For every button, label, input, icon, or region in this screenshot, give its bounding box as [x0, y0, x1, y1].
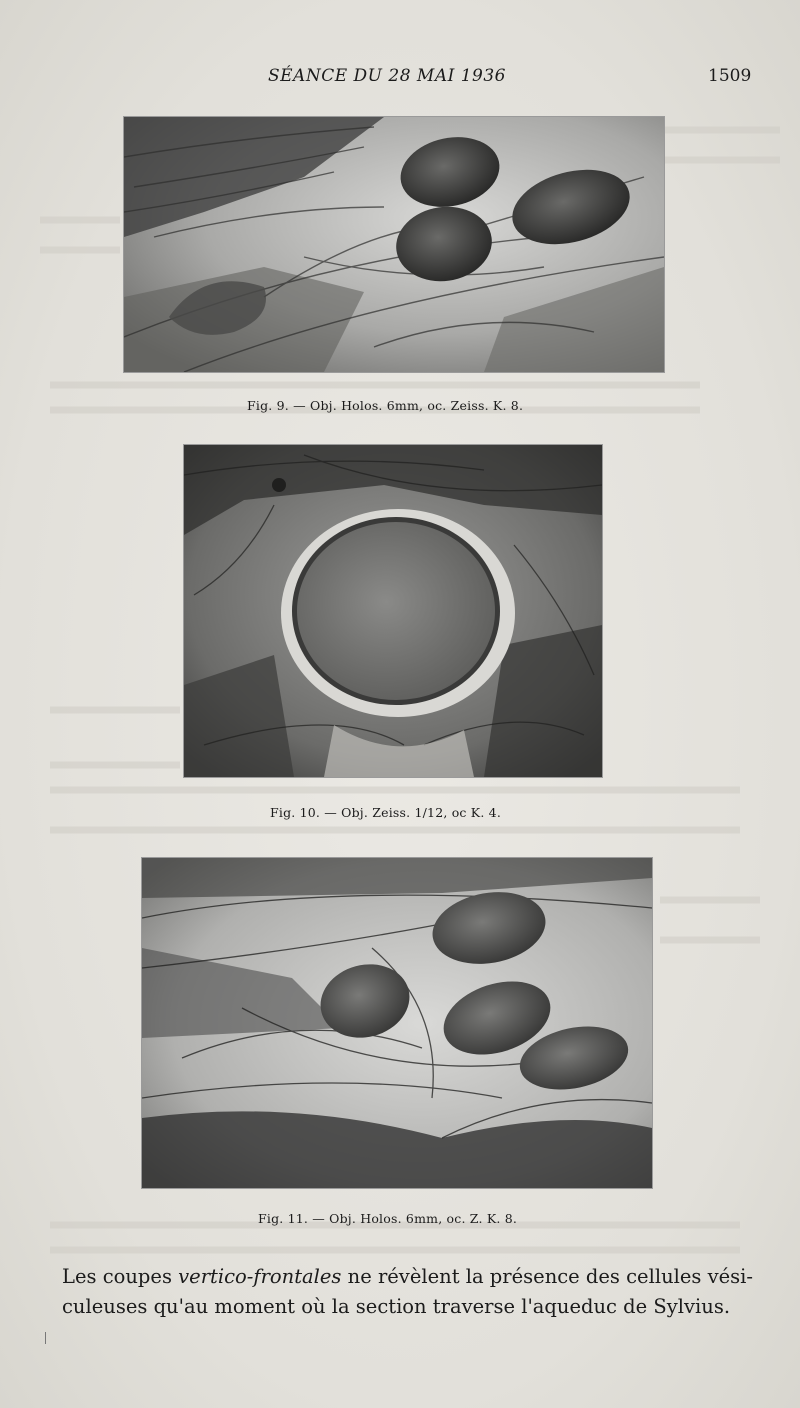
body-line-2: culeuses qu'au moment où la section traverse l'aqueduc de Sylvius. [62, 1295, 731, 1318]
running-header [0, 64, 800, 90]
body-italic-term: vertico-frontales [178, 1265, 342, 1288]
body-line-1-start: Les coupes [62, 1265, 179, 1288]
figure-9-caption: Fig. 9. — Obj. Holos. 6mm, oc. Zeiss. K. 8. [247, 398, 524, 413]
body-paragraph [62, 1262, 752, 1322]
page-number: 1509 [708, 66, 752, 86]
margin-mark [45, 1332, 46, 1344]
figure-11-caption: Fig. 11. — Obj. Holos. 6mm, oc. Z. K. 8. [258, 1211, 518, 1226]
body-line-1-end: ne révèlent la présence des cellules vési- [341, 1265, 754, 1288]
figure-10-caption: Fig. 10. — Obj. Zeiss. 1/12, oc K. 4. [270, 805, 502, 820]
running-title: SÉANCE DU 28 MAI 1936 [268, 66, 506, 86]
figure-9-micrograph [124, 117, 664, 372]
figure-11-micrograph [142, 858, 652, 1188]
body-line-1 [62, 1262, 752, 1292]
figure-10-micrograph [184, 445, 602, 777]
